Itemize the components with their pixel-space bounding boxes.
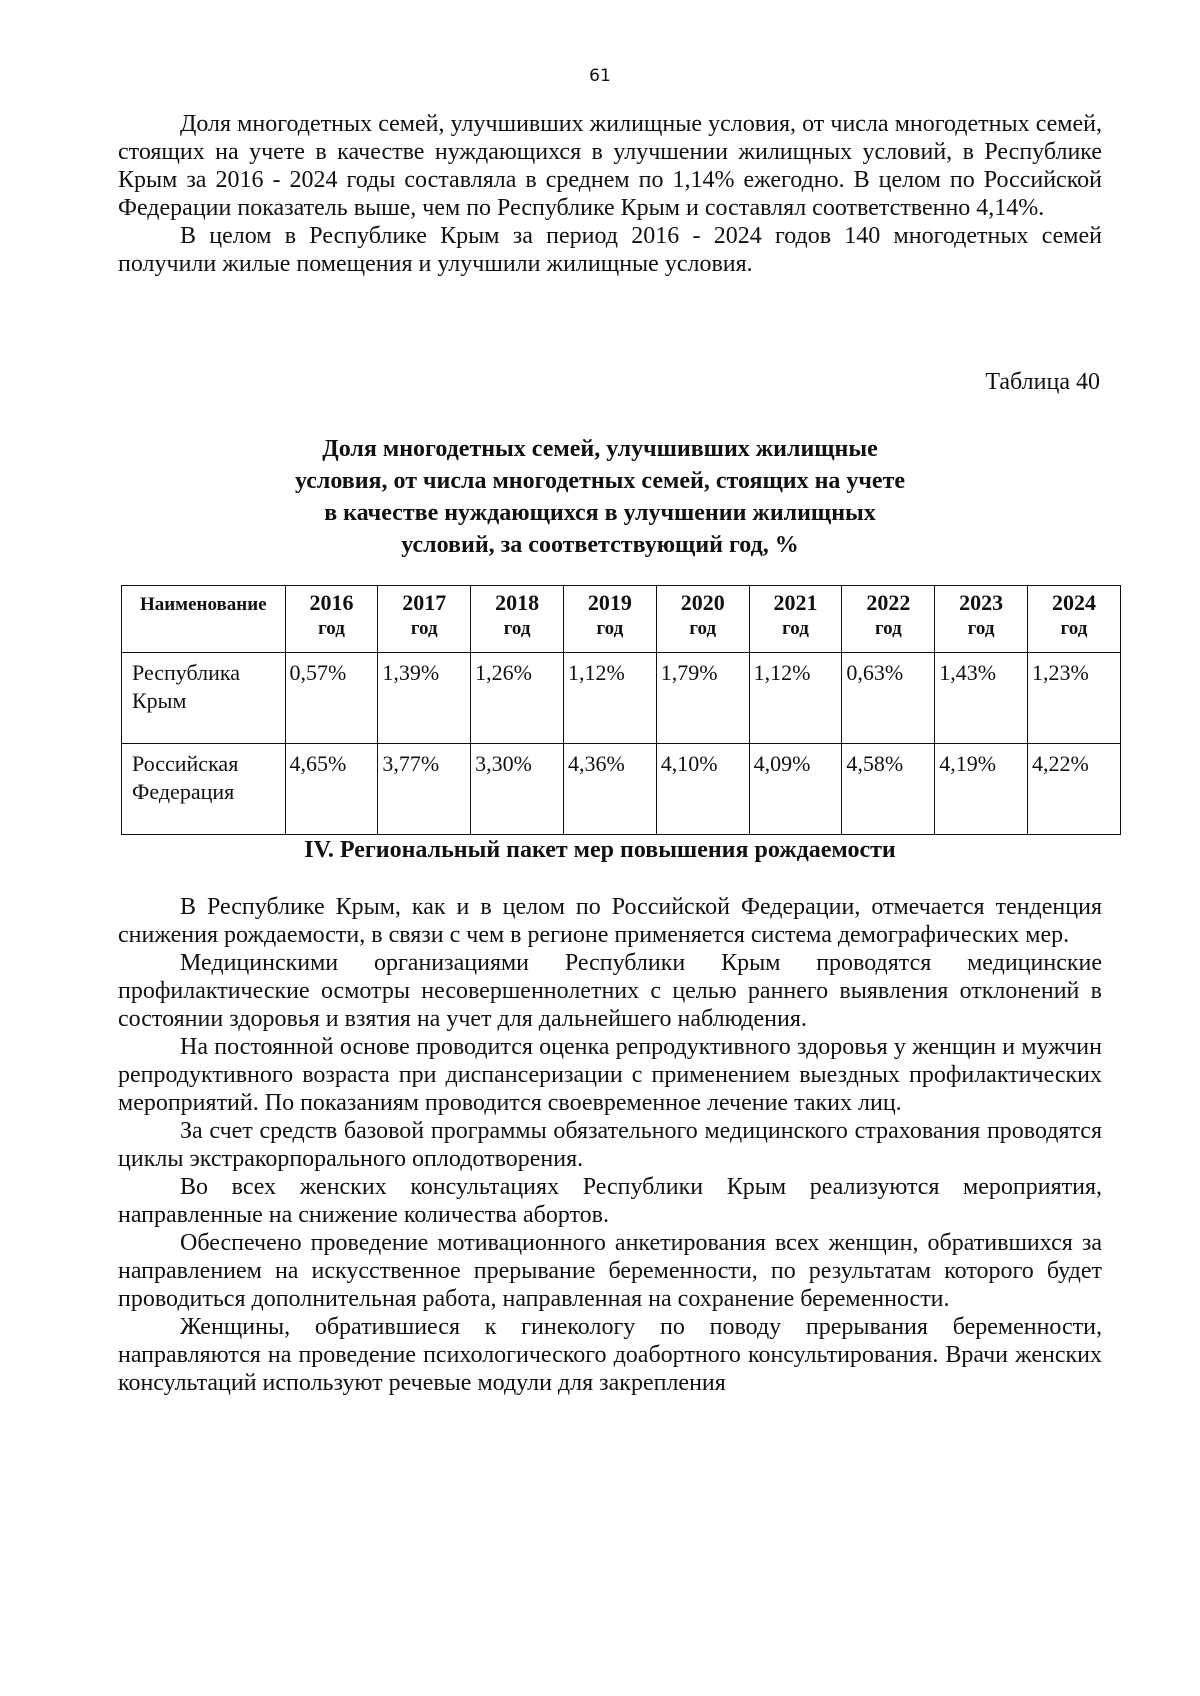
- year-label: 2016: [309, 590, 354, 615]
- year-label: 2024: [1052, 590, 1097, 615]
- year-label: 2023: [959, 590, 1004, 615]
- year-unit: год: [596, 618, 624, 639]
- year-label: 2022: [866, 590, 911, 615]
- table-header-row: [122, 586, 1121, 653]
- value-cell: 1,39%: [378, 653, 471, 744]
- year-unit: год: [689, 618, 717, 639]
- body-paragraph: Во всех женских консультациях Республики Крым реализуются мероприятия, направленные на снижение количества абортов.: [118, 1174, 1102, 1228]
- value-cell: 4,19%: [935, 744, 1028, 835]
- year-unit: год: [1060, 618, 1088, 639]
- value-cell: 1,43%: [935, 653, 1028, 744]
- year-label: 2020: [680, 590, 725, 615]
- value-cell: 1,12%: [563, 653, 656, 744]
- data-table: [121, 585, 1121, 835]
- body-paragraph: Медицинскими организациями Республики Крым проводятся медицинские профилактические осмотры несовершеннолетних с целью раннего выявления отклонений в состоянии здоровья и взятия на учет для дальнейшего наблюдения.: [118, 950, 1102, 1032]
- year-unit: год: [318, 618, 345, 639]
- intro-paragraph-1: Доля многодетных семей, улучшивших жилищные условия, от числа многодетных семей, стоящих на учете в качестве нуждающихся в улучшении жилищных условий, в Республике Крым за 2016 - 2024 годы составляла в среднем по 1,14% ежегодно. В целом по Российской Федерации показатель выше, чем по Республике Крым и составлял соответственно 4,14%.: [118, 111, 1102, 221]
- table-caption: Таблица 40: [985, 369, 1100, 395]
- header-year: [842, 586, 935, 653]
- value-cell: 3,77%: [378, 744, 471, 835]
- header-year: [285, 586, 378, 653]
- year-label: 2019: [587, 590, 632, 615]
- header-year: [935, 586, 1028, 653]
- row-name-line: Федерация: [132, 779, 235, 804]
- value-cell: 4,09%: [749, 744, 842, 835]
- value-cell: 0,63%: [842, 653, 935, 744]
- row-name-line: Российская: [132, 751, 239, 776]
- value-cell: 3,30%: [471, 744, 564, 835]
- year-unit: год: [874, 618, 902, 639]
- value-cell: 4,65%: [285, 744, 378, 835]
- row-name-cell: [122, 653, 286, 744]
- header-year: [563, 586, 656, 653]
- year-label: 2017: [402, 590, 447, 615]
- year-unit: год: [503, 618, 531, 639]
- value-cell: 4,10%: [656, 744, 749, 835]
- value-cell: 1,79%: [656, 653, 749, 744]
- row-name-cell: [122, 744, 286, 835]
- value-cell: 4,36%: [563, 744, 656, 835]
- body-paragraph: Обеспечено проведение мотивационного анкетирования всех женщин, обратившихся за направлением на искусственное прерывание беременности, по результатам которого будет проводиться дополнительная работа, направленная на сохранение беременности.: [118, 1230, 1102, 1312]
- row-name-line: Крым: [132, 688, 187, 713]
- value-cell: 4,22%: [1028, 744, 1121, 835]
- header-name: Наименование: [122, 586, 286, 653]
- value-cell: 1,26%: [471, 653, 564, 744]
- value-cell: 1,12%: [749, 653, 842, 744]
- intro-paragraph-2: В целом в Республике Крым за период 2016 - 2024 годов 140 многодетных семей получили жилые помещения и улучшили жилищные условия.: [118, 223, 1102, 277]
- row-name-line: Республика: [132, 660, 241, 685]
- year-unit: год: [782, 618, 809, 639]
- body-paragraph: Женщины, обратившиеся к гинекологу по поводу прерывания беременности, направляются на проведение психологического доабортного консультирования. Врачи женских консультаций используют речевые модули для закрепления: [118, 1314, 1102, 1396]
- header-year: [378, 586, 471, 653]
- intro-text: [118, 110, 1102, 278]
- table-title-line: условия, от числа многодетных семей, стоящих на учете: [294, 468, 906, 494]
- header-year: [656, 586, 749, 653]
- body-paragraph: На постоянной основе проводится оценка репродуктивного здоровья у женщин и мужчин репродуктивного возраста при диспансеризации с применением выездных профилактических мероприятий. По показаниям проводится своевременное лечение таких лиц.: [118, 1034, 1102, 1116]
- body-paragraph: В Республике Крым, как и в целом по Российской Федерации, отмечается тенденция снижения рождаемости, в связи с чем в регионе применяется система демографических мер.: [118, 894, 1102, 948]
- header-year: [1028, 586, 1121, 653]
- table-title-line: Доля многодетных семей, улучшивших жилищные: [322, 436, 878, 462]
- year-unit: год: [410, 618, 438, 639]
- value-cell: 1,23%: [1028, 653, 1121, 744]
- table-title-line: условий, за соответствующий год, %: [401, 532, 799, 558]
- table-row: [122, 744, 1121, 835]
- value-cell: 0,57%: [285, 653, 378, 744]
- table-title: [200, 433, 1000, 561]
- year-label: 2018: [495, 590, 540, 615]
- header-year: [471, 586, 564, 653]
- year-label: 2021: [773, 590, 818, 615]
- value-cell: 4,58%: [842, 744, 935, 835]
- page-number: 61: [589, 66, 611, 86]
- table-title-line: в качестве нуждающихся в улучшении жилищных: [324, 500, 876, 526]
- header-year: [749, 586, 842, 653]
- table-row: [122, 653, 1121, 744]
- body-paragraph: За счет средств базовой программы обязательного медицинского страхования проводятся циклы экстракорпорального оплодотворения.: [118, 1118, 1102, 1172]
- year-unit: год: [967, 618, 995, 639]
- section-heading: IV. Региональный пакет мер повышения рождаемости: [304, 837, 896, 863]
- body-text: [118, 893, 1102, 1397]
